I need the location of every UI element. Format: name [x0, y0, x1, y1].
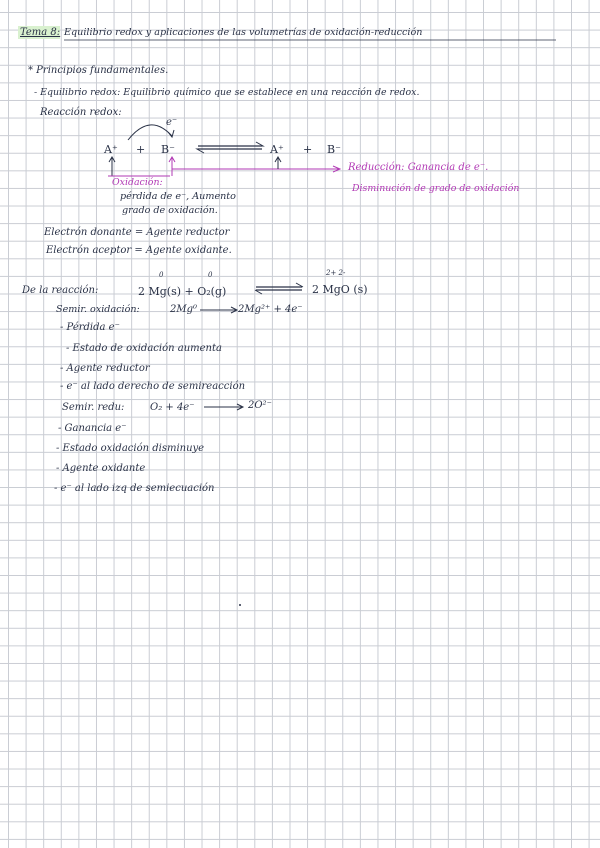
stray-ink-dot [239, 604, 241, 606]
species-a-left: A⁺ [104, 143, 118, 156]
principles-heading: * Principios fundamentales. [28, 65, 169, 76]
semi-reduction-right: 2O²⁻ [248, 400, 272, 411]
equation-right: 2 MgO (s) [312, 283, 368, 296]
species-b-left: B⁻ [161, 143, 175, 156]
oxidation-line2: grado de oxidación. [122, 205, 218, 216]
redox-definition: - Equilibrio redox: Equilibrio químico que se establece en una reacción de redox. [34, 87, 420, 98]
acceptor-definition: Electrón aceptor = Agente oxidante. [46, 245, 232, 256]
reaction-label: Reacción redox: [40, 107, 122, 118]
donor-definition: Electrón donante = Agente reductor [44, 227, 230, 238]
zero-mg: 0 [159, 271, 164, 279]
semi-oxidation-right: 2Mg²⁺ + 4e⁻ [238, 304, 303, 315]
zero-o: 0 [208, 271, 213, 279]
plus-left: + [136, 143, 146, 156]
plus-right: + [303, 143, 313, 156]
species-b-right: B⁻ [327, 143, 341, 156]
ox-point-4: - e⁻ al lado derecho de semireacción [60, 381, 246, 392]
ox-point-3: - Agente reductor [60, 363, 150, 374]
title-label: Tema 8: [20, 27, 61, 38]
product-charges: 2+ 2- [326, 269, 346, 277]
semi-reduction-left: O₂ + 4e⁻ [150, 402, 195, 413]
electron-label: e⁻ [166, 117, 178, 128]
red-point-4: - e⁻ al lado izq de semiecuación [54, 483, 215, 494]
reduction-line2: Disminución de grado de oxidación [352, 183, 520, 194]
semi-reduction-label: Semir. redu: [62, 402, 125, 413]
red-point-1: - Ganancia e⁻ [58, 423, 127, 434]
example-label: De la reacción: [22, 285, 99, 296]
oxidation-title: Oxidación: [112, 177, 163, 188]
reduction-line1: Reducción: Ganancia de e⁻. [348, 162, 489, 173]
title-text: Equilibrio redox y aplicaciones de las volumetrías de oxidación-reducción [64, 27, 423, 38]
oxidation-line1: pérdida de e⁻, Aumento [120, 191, 236, 202]
ox-point-1: - Pérdida e⁻ [60, 322, 120, 333]
red-point-3: - Agente oxidante [56, 463, 146, 474]
red-point-2: - Estado oxidación disminuye [56, 443, 205, 454]
equation-left: 2 Mg(s) + O₂(g) [138, 285, 227, 298]
semi-oxidation-left: 2Mg⁰ [170, 304, 198, 315]
species-a-right: A⁺ [270, 143, 284, 156]
ox-point-2: - Estado de oxidación aumenta [66, 343, 222, 354]
semi-oxidation-label: Semir. oxidación: [56, 304, 140, 315]
